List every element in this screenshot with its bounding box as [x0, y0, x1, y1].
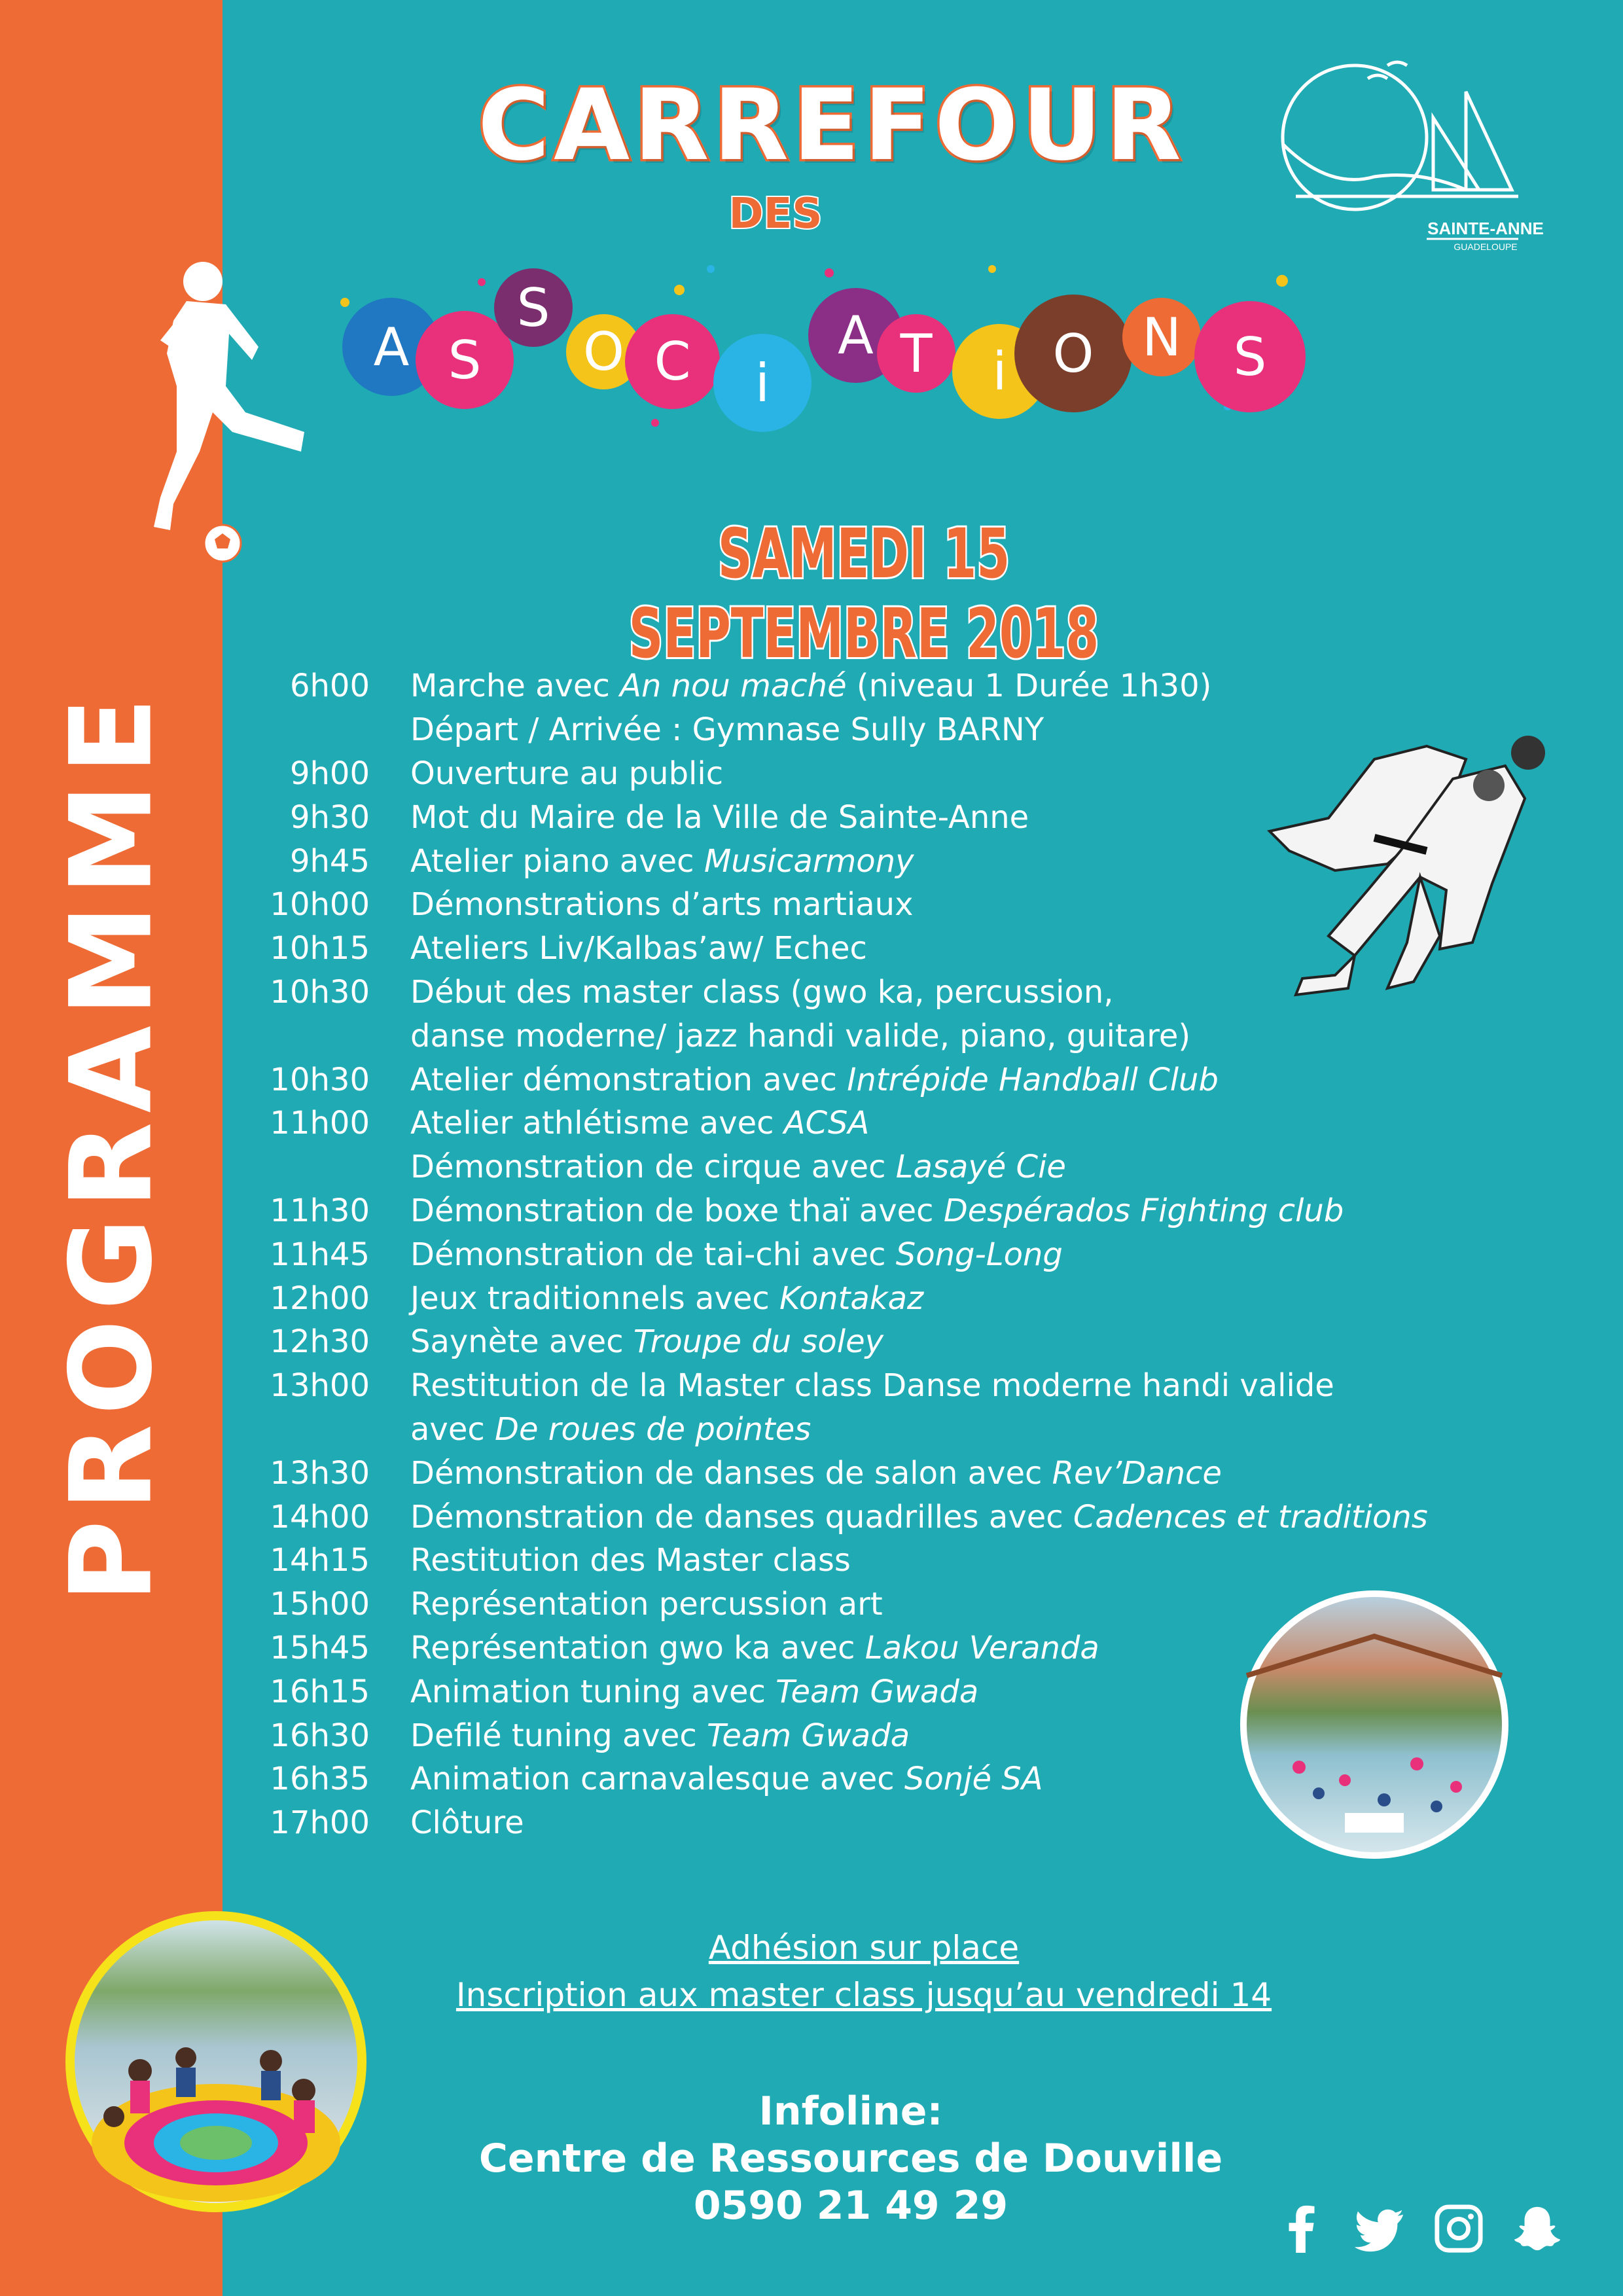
schedule-time: 10h30: [270, 1061, 370, 1098]
infoline-label: Infoline:: [758, 2089, 943, 2134]
decorative-dot: [674, 285, 685, 295]
schedule-row: [255, 1189, 1538, 1233]
facebook-icon[interactable]: [1276, 2203, 1327, 2254]
organization-name: ACSA: [783, 1105, 870, 1142]
activity-text: avec: [410, 1410, 495, 1448]
schedule-time: 10h30: [270, 973, 370, 1011]
activity-text: Jeux traditionnels avec: [410, 1280, 780, 1317]
schedule-time: 11h30: [270, 1192, 370, 1229]
bubble-letter: T: [877, 314, 955, 393]
schedule-description: [410, 1542, 851, 1579]
schedule-row: [255, 883, 1538, 927]
schedule-description: [410, 1499, 1428, 1535]
organization-name: Troupe du soley: [633, 1323, 884, 1361]
membership-note: Adhésion sur place: [708, 1929, 1020, 1967]
schedule-description: [410, 1018, 1190, 1054]
schedule-time: 9h00: [289, 755, 370, 792]
title-carrefour: CARREFOUR: [478, 69, 1185, 183]
activity-text: Ouverture au public: [410, 755, 724, 792]
decorative-dot: [478, 278, 486, 286]
schedule-description: [410, 1193, 1344, 1229]
schedule-row: [255, 1102, 1538, 1145]
sainte-anne-logo: [1270, 39, 1544, 255]
activity-text: Restitution des Master class: [410, 1542, 851, 1579]
activity-text: Atelier athlétisme avec: [410, 1105, 784, 1142]
schedule-description: [410, 711, 1044, 748]
soccer-player-illustration: [147, 255, 324, 569]
bubble-letter: N: [1122, 298, 1201, 376]
activity-text: Démonstration de cirque avec: [410, 1149, 896, 1186]
activity-text: Début des master class (gwo ka, percussion,: [410, 973, 1114, 1011]
schedule-time: 16h35: [270, 1761, 370, 1798]
activity-text: Defilé tuning avec: [410, 1717, 707, 1754]
infoline-block: [458, 2088, 1243, 2229]
schedule-time: 16h30: [270, 1717, 370, 1754]
schedule-time: 13h30: [270, 1454, 370, 1492]
organization-name: An nou maché: [620, 668, 847, 705]
schedule-time: 15h45: [270, 1629, 370, 1666]
schedule-time: 6h00: [289, 668, 370, 705]
title-des: DES: [728, 190, 823, 238]
schedule-description: [410, 1323, 883, 1360]
organization-name: Despérados Fighting club: [943, 1192, 1344, 1229]
soccer-ball-icon: [204, 525, 241, 562]
schedule-description: [410, 843, 914, 880]
registration-note: Inscription aux master class jusqu’au vendredi 14: [455, 1976, 1272, 2014]
decorative-dot: [988, 265, 996, 273]
schedule-row: [255, 752, 1538, 796]
activity-text: Ateliers Liv/Kalbas’aw/ Echec: [410, 930, 867, 967]
organization-name: Song-Long: [895, 1236, 1063, 1273]
schedule-time: 16h15: [270, 1673, 370, 1710]
schedule-row: [255, 1276, 1538, 1320]
schedule-time: 10h15: [270, 930, 370, 967]
schedule-row: [255, 1320, 1538, 1364]
schedule-time: 12h30: [270, 1323, 370, 1361]
schedule-row: [255, 1408, 1538, 1452]
schedule-description: [410, 1761, 1043, 1797]
activity-text: Animation carnavalesque avec: [410, 1761, 904, 1798]
notes-block: [406, 1924, 1322, 2018]
schedule-row: [255, 795, 1538, 839]
activity-suffix: (niveau 1 Durée 1h30): [846, 668, 1212, 705]
schedule-time: 10h00: [270, 886, 370, 924]
bubble-letter: i: [952, 324, 1047, 419]
bubble-letter: O: [566, 314, 641, 389]
bubble-letter: S: [416, 311, 514, 409]
activity-text: Atelier démonstration avec: [410, 1061, 847, 1098]
schedule-row: [255, 971, 1538, 1014]
schedule-time: 11h00: [270, 1105, 370, 1142]
schedule-row: [255, 927, 1538, 971]
organization-name: Team Gwada: [776, 1673, 979, 1710]
bubble-letter: C: [625, 314, 720, 409]
decorative-dot: [825, 268, 834, 278]
schedule-time: 14h00: [270, 1498, 370, 1535]
schedule-description: [410, 886, 914, 923]
organization-name: Team Gwada: [707, 1717, 910, 1754]
schedule-description: [410, 930, 867, 967]
schedule-description: [410, 1455, 1222, 1492]
bubble-letter: i: [713, 334, 812, 432]
schedule-time: 12h00: [270, 1280, 370, 1317]
bubble-letter: A: [808, 288, 903, 383]
twitter-icon[interactable]: [1355, 2203, 1406, 2254]
schedule-description: [410, 1674, 978, 1710]
decorative-dot: [707, 265, 715, 273]
schedule-time: 17h00: [270, 1804, 370, 1842]
schedule-description: [410, 1630, 1099, 1666]
activity-text: Démonstration de danses quadrilles avec: [410, 1498, 1073, 1535]
activity-text: Départ / Arrivée : Gymnase Sully BARNY: [410, 711, 1044, 749]
schedule-description: [410, 1236, 1063, 1273]
schedule-row: [255, 1451, 1538, 1495]
bubble-letter: S: [494, 268, 573, 347]
activity-text: Mot du Maire de la Ville de Sainte-Anne: [410, 798, 1029, 836]
decorative-dot: [651, 419, 659, 427]
schedule-row: [255, 1232, 1538, 1276]
activity-text: Démonstrations d’arts martiaux: [410, 886, 914, 924]
schedule-row: [255, 1364, 1538, 1408]
organization-name: Cadences et traditions: [1073, 1498, 1428, 1535]
schedule-row: [255, 1014, 1538, 1058]
schedule-time: 9h45: [289, 842, 370, 880]
bubble-letter: O: [1014, 295, 1132, 412]
event-photo-market: [1240, 1590, 1508, 1859]
schedule-row: [255, 1539, 1538, 1583]
snapchat-icon[interactable]: [1512, 2203, 1563, 2254]
bubble-letter: S: [1194, 301, 1306, 412]
activity-text: Marche avec: [410, 668, 620, 705]
activity-text: Représentation percussion art: [410, 1586, 883, 1623]
organization-name: De roues de pointes: [495, 1410, 812, 1448]
event-photo-game: [65, 1911, 366, 2212]
organization-name: Lasayé Cie: [895, 1149, 1066, 1186]
decorative-dot: [1276, 275, 1288, 287]
organization-name: Sonjé SA: [904, 1761, 1043, 1798]
infoline-center: Centre de Ressources de Douville: [478, 2136, 1223, 2181]
activity-text: Restitution de la Master class Danse moderne handi valide: [410, 1367, 1334, 1405]
schedule-description: [410, 974, 1114, 1011]
organization-name: Lakou Veranda: [865, 1629, 1099, 1666]
schedule-description: [410, 1367, 1334, 1404]
event-date: SAMEDI 15 SEPTEMBRE 2018: [628, 514, 1099, 673]
activity-text: Démonstration de boxe thaï avec: [410, 1192, 944, 1229]
schedule-description: [410, 755, 723, 792]
programme-label: PROGRAMME: [45, 688, 177, 1603]
schedule-description: [410, 1804, 524, 1841]
logo-text-line1: SAINTE-ANNE: [1427, 219, 1544, 238]
schedule-description: [410, 1280, 923, 1317]
schedule-row: [255, 708, 1538, 752]
activity-text: Atelier piano avec: [410, 842, 704, 880]
decorative-dot: [340, 298, 349, 307]
schedule-row: [255, 1145, 1538, 1189]
schedule-row: [255, 1058, 1538, 1102]
schedule-description: [410, 799, 1029, 836]
schedule-time: 15h00: [270, 1586, 370, 1623]
bubble-letter: A: [342, 298, 440, 396]
schedule-row: [255, 839, 1538, 883]
schedule-time: 11h45: [270, 1236, 370, 1273]
schedule-description: [410, 1062, 1219, 1098]
schedule-description: [410, 1717, 910, 1754]
social-icons: [1276, 2196, 1551, 2261]
instagram-icon[interactable]: [1433, 2203, 1484, 2254]
logo-text-line2: GUADELOUPE: [1454, 242, 1518, 252]
schedule-time: 14h15: [270, 1542, 370, 1579]
schedule-description: [410, 668, 1211, 704]
schedule-description: [410, 1149, 1066, 1185]
infoline-phone[interactable]: 0590 21 49 29: [693, 2183, 1008, 2229]
activity-text: Représentation gwo ka avec: [410, 1629, 865, 1666]
activity-text: Démonstration de tai-chi avec: [410, 1236, 896, 1273]
activity-text: Démonstration de danses de salon avec: [410, 1454, 1052, 1492]
associations-bubbles: [327, 255, 1335, 439]
activity-text: Animation tuning avec: [410, 1673, 776, 1710]
schedule-row: [255, 1495, 1538, 1539]
organization-name: Intrépide Handball Club: [847, 1061, 1219, 1098]
organization-name: Musicarmony: [704, 842, 914, 880]
organization-name: Kontakaz: [779, 1280, 924, 1317]
schedule-description: [410, 1411, 811, 1448]
schedule-description: [410, 1586, 883, 1623]
activity-text: danse moderne/ jazz handi valide, piano, guitare): [410, 1017, 1191, 1054]
schedule-time: 13h00: [270, 1367, 370, 1405]
schedule-description: [410, 1105, 869, 1141]
activity-text: Clôture: [410, 1804, 524, 1842]
organization-name: Rev’Dance: [1052, 1454, 1222, 1492]
schedule-row: [255, 664, 1538, 708]
schedule-time: 9h30: [289, 798, 370, 836]
activity-text: Saynète avec: [410, 1323, 633, 1361]
